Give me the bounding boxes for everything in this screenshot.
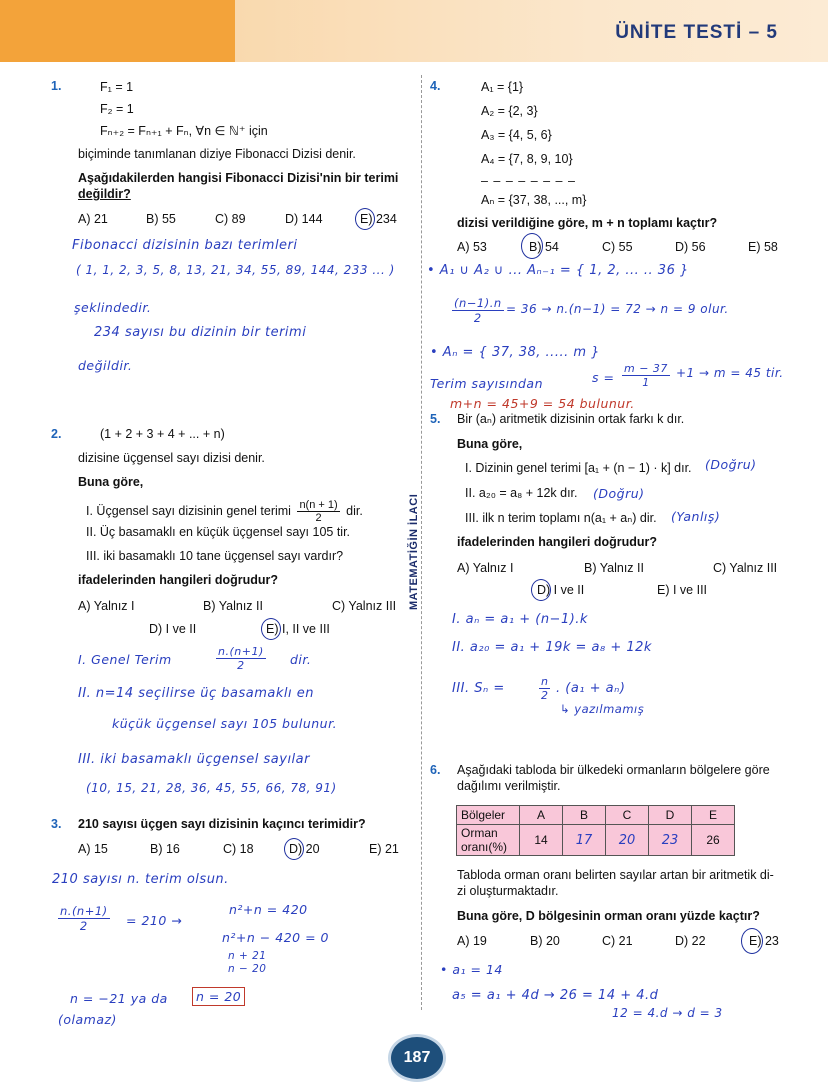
q2-option-e[interactable]: E) I, II ve III (266, 622, 330, 636)
q2-number: 2. (51, 427, 62, 441)
unit-test-title: ÜNİTE TESTİ – 5 (615, 22, 778, 43)
q5-hw-5: ↳ yazılmamış (560, 702, 645, 716)
q5-hw-3: III. Sₙ = (452, 681, 505, 696)
q2-statement-3: III. iki basamaklı 10 tane üçgensel sayı vardır? (86, 549, 344, 563)
q1-question-2: değildir? (78, 187, 131, 201)
q1-option-c[interactable]: C) 89 (215, 212, 246, 226)
q2-hw-frac: n.(n+1) 2 (218, 645, 264, 672)
q3-hw-2: n²+n = 420 (229, 902, 308, 917)
q1-intro: biçiminde tanımlanan diziye Fibonacci Dizisi denir. (78, 147, 356, 161)
q2-hw-2: II. n=14 seçilirse üç basamaklı en (78, 686, 314, 701)
q2-statement-2: II. Üç basamaklı en küçük üçgensel sayı 105 tir. (86, 525, 351, 539)
q1-hw-5: değildir. (78, 358, 133, 373)
table-cell-b: 17 (563, 825, 606, 856)
page-number-badge: 187 (388, 1034, 446, 1082)
q4-hw-1: • A₁ ∪ A₂ ∪ ... Aₙ₋₁ = { 1, 2, ... .. 36 } (427, 263, 689, 278)
q4-hw-2: = 36 → n.(n−1) = 72 → n = 9 olur. (506, 302, 729, 316)
q4-def-3: A₃ = {4, 5, 6} (481, 128, 552, 142)
q3-hw-6: n = −21 ya da (70, 991, 168, 1006)
table-header-c: C (606, 806, 649, 825)
q5-hw-frac: n 2 (540, 675, 549, 702)
q4-hw-5: +1 → m = 45 tir. (676, 366, 784, 380)
q2-hw-1: I. Genel Terim (78, 652, 172, 667)
q5-option-b[interactable]: B) Yalnız II (584, 561, 644, 575)
q2-option-b[interactable]: B) Yalnız II (203, 599, 263, 613)
q5-hw-2: II. a₂₀ = a₁ + 19k = a₈ + 12k (452, 640, 652, 655)
q3-hw-answer-box: n = 20 (192, 987, 245, 1006)
q6-number: 6. (430, 763, 441, 777)
table-header-e: E (692, 806, 735, 825)
q3-hw-3: n²+n − 420 = 0 (222, 930, 329, 945)
q4-answer-circle (521, 233, 543, 259)
q4-hw-4: Terim sayısından (430, 376, 544, 391)
q4-hw-6: m+n = 45+9 = 54 bulunur. (450, 396, 635, 411)
q5-mark-2: (Doğru) (593, 486, 645, 501)
q2-answer-circle (261, 618, 281, 640)
q1-def-2: F₂ = 1 (100, 102, 134, 116)
q4-hw-frac-1: (n−1).n 2 (454, 296, 502, 325)
q3-number: 3. (51, 817, 62, 831)
q2-option-c[interactable]: C) Yalnız III (332, 599, 397, 613)
q1-def-1: F₁ = 1 (100, 80, 134, 94)
q1-answer-circle (355, 208, 375, 230)
q3-option-d[interactable]: D) 20 (289, 842, 320, 856)
q6-forest-table (456, 805, 735, 856)
q6-option-b[interactable]: B) 20 (530, 934, 560, 948)
q5-answer-circle (531, 579, 551, 601)
q5-intro: Bir (aₙ) aritmetik dizisinin ortak farkı k dır. (457, 412, 685, 426)
q6-option-c[interactable]: C) 21 (602, 934, 633, 948)
q5-question: ifadelerinden hangileri doğrudur? (457, 535, 658, 549)
table-cell-c: 20 (606, 825, 649, 856)
q5-option-a[interactable]: A) Yalnız I (457, 561, 514, 575)
q1-option-b[interactable]: B) 55 (146, 212, 176, 226)
q5-statement-1: I. Dizinin genel terimi [a₁ + (n − 1) · k] dır. (465, 461, 692, 475)
q5-buna-gore: Buna göre, (457, 437, 523, 451)
q3-hw-frac: n.(n+1) 2 (60, 904, 108, 933)
q1-option-e[interactable]: E) 234 (360, 212, 397, 226)
q4-option-a[interactable]: A) 53 (457, 240, 487, 254)
q6-note-1: Tabloda orman oranı belirten sayılar artan bir aritmetik di- (457, 868, 774, 882)
q4-def-4: A₄ = {7, 8, 9, 10} (481, 152, 573, 166)
q3-hw-1: 210 sayısı n. terim olsun. (52, 872, 229, 887)
table-header-a: A (520, 806, 563, 825)
q6-question: Buna göre, D bölgesinin orman oranı yüzde kaçtır? (457, 909, 760, 923)
table-header-regions: Bölgeler (457, 806, 520, 825)
q4-hw-frac-2: m − 37 1 (624, 362, 668, 389)
table-row (457, 806, 735, 825)
q6-note-2: zi oluşturmaktadır. (457, 884, 559, 898)
q3-option-e[interactable]: E) 21 (369, 842, 399, 856)
q4-def-dots: – – – – – – – – (481, 174, 576, 188)
table-cell-a: 14 (520, 825, 563, 856)
q2-hw-3: küçük üçgensel sayı 105 bulunur. (112, 716, 338, 731)
q2-option-d[interactable]: D) I ve II (149, 622, 197, 636)
q4-question: dizisi verildiğine göre, m + n toplamı kaçtır? (457, 216, 718, 230)
q4-option-e[interactable]: E) 58 (748, 240, 778, 254)
q4-number: 4. (430, 79, 441, 93)
q5-option-e[interactable]: E) I ve III (657, 583, 708, 597)
q5-option-c[interactable]: C) Yalnız III (713, 561, 778, 575)
q2-hw-4: III. iki basamaklı üçgensel sayılar (78, 752, 310, 767)
q3-question: 210 sayısı üçgen sayı dizisinin kaçıncı terimidir? (78, 817, 366, 831)
q1-def-3: Fₙ₊₂ = Fₙ₊₁ + Fₙ, ∀n ∈ ℕ⁺ için (100, 124, 268, 138)
q6-hw-3: 12 = 4.d → d = 3 (612, 1006, 723, 1020)
q4-def-1: A₁ = {1} (481, 80, 524, 94)
q6-intro-2: dağılımı verilmiştir. (457, 779, 561, 793)
table-cell-d: 23 (649, 825, 692, 856)
q1-hw-1: Fibonacci dizisinin bazı terimleri (72, 238, 298, 253)
q2-option-a[interactable]: A) Yalnız I (78, 599, 135, 613)
q2-hw-dir: dir. (290, 652, 312, 667)
q2-hw-5: (10, 15, 21, 28, 36, 45, 55, 66, 78, 91) (86, 781, 337, 795)
q3-answer-circle (284, 838, 304, 860)
side-brand-label: MATEMATİĞİN İLACI (408, 493, 420, 610)
q6-option-d[interactable]: D) 22 (675, 934, 706, 948)
q6-hw-1: • a₁ = 14 (440, 962, 503, 977)
q5-mark-3: (Yanlış) (671, 509, 721, 524)
q2-buna-gore: Buna göre, (78, 475, 144, 489)
q3-option-b[interactable]: B) 16 (150, 842, 180, 856)
q6-hw-2: a₅ = a₁ + 4d → 26 = 14 + 4.d (452, 988, 659, 1003)
q2-expression: (1 + 2 + 3 + 4 + ... + n) (100, 427, 225, 441)
q3-hw-eq: = 210 → (126, 913, 183, 928)
q5-hw-4: . (a₁ + aₙ) (556, 681, 626, 696)
header-orange-band (0, 0, 235, 62)
q2-statement-1: I. Üçgensel sayı dizisinin genel terimi $\frac{n(n + 1)}{2}$ dir. (86, 499, 363, 524)
q4-def-2: A₂ = {2, 3} (481, 104, 538, 118)
q1-hw-3: şeklindedir. (74, 300, 152, 315)
q1-hw-2: ( 1, 1, 2, 3, 5, 8, 13, 21, 34, 55, 89, 144, 233 ... ) (76, 263, 395, 277)
q4-hw-3: • Aₙ = { 37, 38, ..... m } (430, 345, 600, 360)
q1-hw-4: 234 sayısı bu dizinin bir terimi (94, 325, 307, 340)
q5-hw-1: I. aₙ = a₁ + (n−1).k (452, 612, 588, 627)
q4-option-c[interactable]: C) 55 (602, 240, 633, 254)
q3-option-a[interactable]: A) 15 (78, 842, 108, 856)
q1-option-a[interactable]: A) 21 (78, 212, 108, 226)
q4-def-n: Aₙ = {37, 38, ..., m} (481, 193, 587, 207)
q5-statement-2: II. a₂₀ = a₈ + 12k dır. (465, 486, 578, 500)
table-row (457, 825, 735, 856)
q5-statement-3: III. ilk n terim toplamı n(a₁ + aₙ) dir. (465, 511, 657, 525)
q5-option-d[interactable]: D) I ve II (537, 583, 585, 597)
q3-hw-5: n − 20 (228, 963, 267, 975)
q1-question-1: Aşağıdakilerden hangisi Fibonacci Dizisi'nin bir terimi (78, 171, 399, 185)
q4-option-b[interactable]: B) 54 (529, 240, 559, 254)
q3-hw-4: n + 21 (228, 950, 267, 962)
table-header-b: B (563, 806, 606, 825)
q3-hw-7: (olamaz) (58, 1012, 117, 1027)
q5-number: 5. (430, 412, 441, 426)
q4-option-d[interactable]: D) 56 (675, 240, 706, 254)
q3-option-c[interactable]: C) 18 (223, 842, 254, 856)
table-header-d: D (649, 806, 692, 825)
table-row-label: Orman oranı(%) (457, 825, 520, 856)
q1-number: 1. (51, 79, 62, 93)
table-cell-e: 26 (692, 825, 735, 856)
q6-intro-1: Aşağıdaki tabloda bir ülkedeki ormanların bölgelere göre (457, 763, 770, 777)
q4-hw-s: s = (592, 370, 615, 385)
q6-option-a[interactable]: A) 19 (457, 934, 487, 948)
q5-mark-1: (Doğru) (705, 457, 757, 472)
q2-intro: dizisine üçgensel sayı dizisi denir. (78, 451, 265, 465)
q1-option-d[interactable]: D) 144 (285, 212, 323, 226)
q6-answer-circle (741, 928, 763, 954)
q6-option-e[interactable]: E) 23 (749, 934, 779, 948)
q2-question: ifadelerinden hangileri doğrudur? (78, 573, 279, 587)
